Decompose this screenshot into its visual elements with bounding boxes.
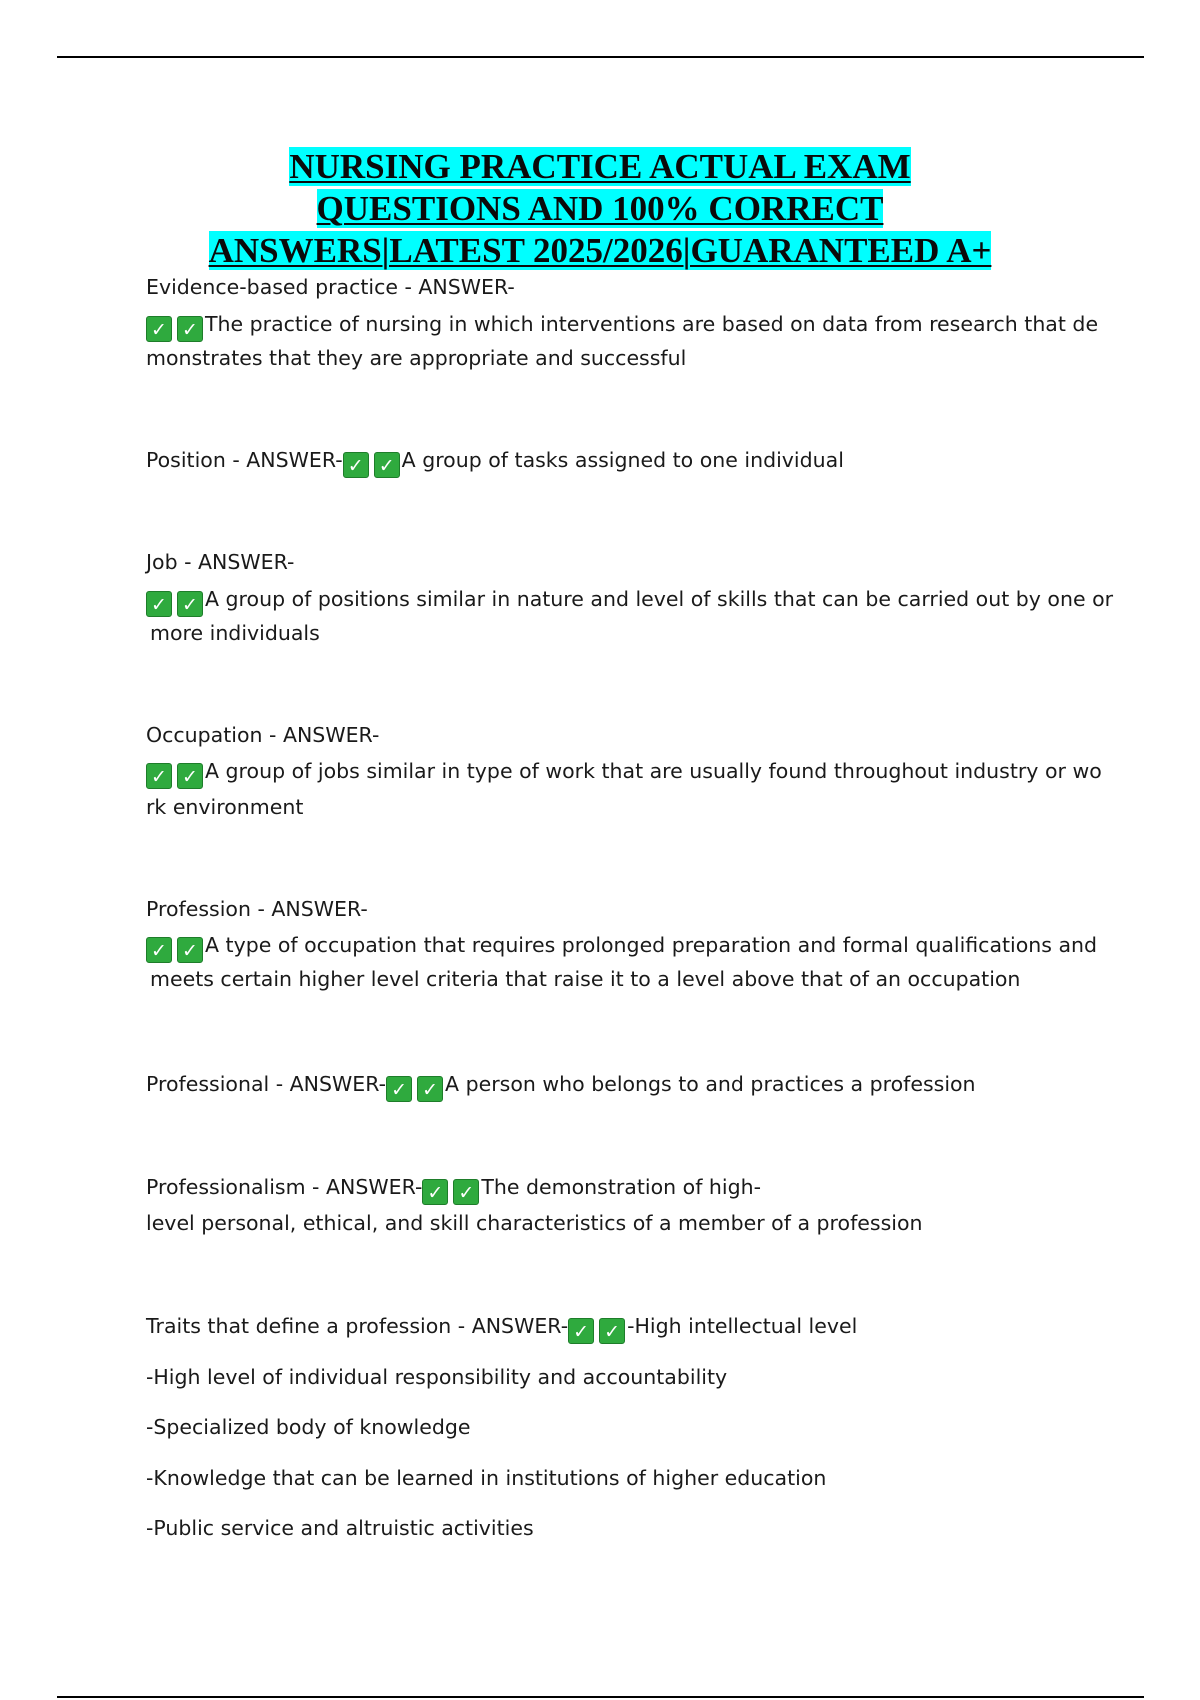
check-icon: ✓	[177, 937, 203, 963]
entry-line	[146, 1172, 761, 1202]
entry-term: Profession - ANSWER-	[146, 897, 368, 921]
definition-continuation: rk environment	[146, 795, 304, 819]
definition-continuation: level personal, ethical, and skill characteristics of a member of a profession	[146, 1211, 923, 1235]
trait-item: -Specialized body of knowledge	[146, 1415, 471, 1439]
entry-definition	[146, 309, 1098, 339]
entry-term: Professional - ANSWER-	[146, 1072, 387, 1096]
definition-text: A person who belongs to and practices a profession	[445, 1072, 976, 1096]
entry-term: Traits that define a profession - ANSWER-	[146, 1314, 569, 1338]
check-icon: ✓	[417, 1076, 443, 1102]
title-line-3: ANSWERS|LATEST 2025/2026|GUARANTEED A+	[208, 231, 992, 270]
definition-text: A group of tasks assigned to one individual	[401, 448, 844, 472]
top-rule	[57, 56, 1144, 58]
definition-text: A type of occupation that requires prolonged preparation and formal qualifications and	[205, 933, 1098, 957]
definition-text: A group of positions similar in nature and level of skills that can be carried out by one or	[205, 587, 1114, 611]
trait-item: -High level of individual responsibility and accountability	[146, 1365, 728, 1389]
definition-text: The demonstration of high-	[481, 1175, 762, 1199]
check-icon: ✓	[146, 591, 172, 617]
check-icon: ✓	[146, 937, 172, 963]
document-title	[150, 146, 1050, 272]
definition-continuation: monstrates that they are appropriate and successful	[146, 346, 687, 370]
entry-line	[146, 1311, 857, 1341]
check-icon: ✓	[343, 452, 369, 478]
check-icon: ✓	[568, 1318, 594, 1344]
entry-term: Position - ANSWER-	[146, 448, 343, 472]
entry-line	[146, 445, 844, 475]
entry-term: Job - ANSWER-	[146, 550, 295, 574]
check-icon: ✓	[177, 591, 203, 617]
check-icon: ✓	[422, 1179, 448, 1205]
check-icon: ✓	[177, 763, 203, 789]
title-line-1: NURSING PRACTICE ACTUAL EXAM	[289, 147, 911, 186]
entry-term: Professionalism - ANSWER-	[146, 1175, 423, 1199]
definition-continuation: more individuals	[150, 621, 320, 645]
trait-item: -Public service and altruistic activities	[146, 1516, 534, 1540]
entry-definition	[146, 930, 1097, 960]
bottom-rule	[57, 1696, 1144, 1698]
trait-item: -Knowledge that can be learned in institutions of higher education	[146, 1466, 827, 1490]
check-icon: ✓	[146, 763, 172, 789]
check-icon: ✓	[453, 1179, 479, 1205]
entry-term: Evidence-based practice - ANSWER-	[146, 275, 515, 299]
definition-continuation: meets certain higher level criteria that raise it to a level above that of an occupation	[150, 967, 1021, 991]
definition-text: The practice of nursing in which interventions are based on data from research that de	[205, 312, 1099, 336]
check-icon: ✓	[177, 316, 203, 342]
entry-definition	[146, 756, 1102, 786]
check-icon: ✓	[146, 316, 172, 342]
entry-line	[146, 1069, 976, 1099]
check-icon: ✓	[386, 1076, 412, 1102]
entry-term: Occupation - ANSWER-	[146, 723, 380, 747]
title-line-2: QUESTIONS AND 100% CORRECT	[316, 189, 884, 228]
check-icon: ✓	[374, 452, 400, 478]
definition-text: -High intellectual level	[627, 1314, 858, 1338]
definition-text: A group of jobs similar in type of work that are usually found throughout industry or wo	[205, 759, 1102, 783]
check-icon: ✓	[599, 1318, 625, 1344]
entry-definition	[146, 584, 1113, 614]
